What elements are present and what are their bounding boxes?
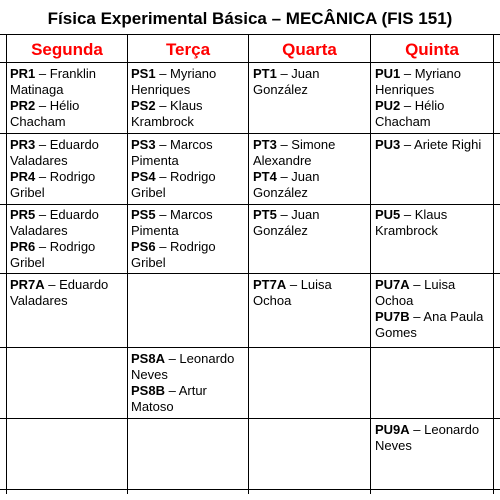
class-entry	[253, 277, 367, 309]
instructor-name: – Leonardo Neves	[131, 351, 235, 382]
instructor-name: – Rodrigo Gribel	[10, 239, 96, 270]
class-entry	[253, 137, 367, 169]
instructor-name: – Rodrigo Gribel	[131, 169, 216, 200]
class-entry	[131, 137, 245, 169]
instructor-name: – Myriano Henriques	[131, 66, 217, 97]
table-rule-row3	[0, 273, 500, 274]
class-code: PS3	[131, 137, 156, 152]
class-code: PT4	[253, 169, 277, 184]
class-code: PS2	[131, 98, 156, 113]
class-entry	[375, 422, 491, 454]
class-code: PR6	[10, 239, 36, 254]
instructor-name: – Eduardo Valadares	[10, 137, 99, 168]
class-code: PR1	[10, 66, 36, 81]
schedule-cell	[10, 137, 124, 201]
class-entry	[131, 351, 245, 383]
class-code: PT5	[253, 207, 277, 222]
instructor-name: – Marcos Pimenta	[131, 207, 213, 238]
class-code: PU7B	[375, 309, 410, 324]
instructor-name: – Eduardo Valadares	[10, 277, 109, 308]
class-entry	[375, 207, 491, 239]
instructor-name: – Hélio Chacham	[375, 98, 445, 129]
instructor-name: – Artur Matoso	[131, 383, 207, 414]
class-entry	[10, 98, 124, 130]
schedule-cell	[375, 207, 491, 239]
class-code: PS8A	[131, 351, 165, 366]
instructor-name: – Rodrigo Gribel	[10, 169, 96, 200]
class-entry	[10, 137, 124, 169]
instructor-name: – Luisa Ochoa	[375, 277, 456, 308]
class-entry	[375, 137, 491, 153]
class-entry	[253, 169, 367, 201]
class-code: PR3	[10, 137, 36, 152]
schedule-cell	[131, 137, 245, 201]
schedule-cell	[10, 277, 124, 309]
schedule-cell	[253, 277, 367, 309]
class-code: PT3	[253, 137, 277, 152]
schedule-cell	[253, 137, 367, 201]
class-entry	[10, 239, 124, 271]
class-entry	[131, 239, 245, 271]
table-rule-col1	[127, 34, 128, 494]
class-entry	[10, 66, 124, 98]
instructor-name: – Leonardo Neves	[375, 422, 480, 453]
class-code: PU1	[375, 66, 401, 81]
class-code: PS4	[131, 169, 156, 184]
class-entry	[253, 207, 367, 239]
class-entry	[10, 169, 124, 201]
schedule-cell	[375, 137, 491, 153]
schedule-cell	[10, 66, 124, 130]
class-code: PS8B	[131, 383, 165, 398]
table-rule-row5	[0, 418, 500, 419]
class-entry	[131, 66, 245, 98]
class-code: PS5	[131, 207, 156, 222]
table-rule-row2	[0, 204, 500, 205]
class-entry	[10, 207, 124, 239]
class-entry	[253, 66, 367, 98]
table-rule-col2	[248, 34, 249, 494]
class-code: PR7A	[10, 277, 45, 292]
day-header-segunda: Segunda	[31, 40, 103, 59]
schedule-cell	[375, 66, 491, 130]
schedule-cell	[10, 207, 124, 271]
table-rule-col4	[493, 34, 494, 494]
table-rule-row6	[0, 489, 500, 490]
class-code: PS6	[131, 239, 156, 254]
instructor-name: – Myriano Henriques	[375, 66, 461, 97]
instructor-name: – Klaus Krambrock	[375, 207, 448, 238]
instructor-name: – Hélio Chacham	[10, 98, 80, 129]
class-entry	[375, 277, 491, 309]
table-rule-col3	[370, 34, 371, 494]
instructor-name: – Simone Alexandre	[253, 137, 336, 168]
instructor-name: – Klaus Krambrock	[131, 98, 203, 129]
class-entry	[131, 98, 245, 130]
instructor-name: – Ariete Righi	[400, 137, 482, 152]
instructor-name: – Juan González	[253, 169, 320, 200]
schedule-cell	[253, 207, 367, 239]
table-rule-col0	[6, 34, 7, 494]
table-rule-row4	[0, 347, 500, 348]
schedule-cell	[375, 277, 491, 341]
schedule-cell	[131, 207, 245, 271]
day-header-terca: Terça	[165, 40, 211, 59]
schedule-cell	[131, 66, 245, 130]
instructor-name: – Luisa Ochoa	[253, 277, 332, 308]
class-code: PR2	[10, 98, 36, 113]
class-entry	[375, 309, 491, 341]
class-code: PR5	[10, 207, 36, 222]
class-code: PT7A	[253, 277, 287, 292]
page-title: Física Experimental Básica – MECÂNICA (FIS 151)	[47, 9, 453, 28]
instructor-name: – Juan González	[253, 66, 320, 97]
class-entry	[131, 169, 245, 201]
instructor-name: – Eduardo Valadares	[10, 207, 99, 238]
class-entry	[131, 383, 245, 415]
instructor-name: – Rodrigo Gribel	[131, 239, 216, 270]
class-entry	[131, 207, 245, 239]
class-entry	[10, 277, 124, 309]
class-code: PU3	[375, 137, 401, 152]
class-code: PU2	[375, 98, 401, 113]
table-rule-top	[0, 34, 500, 35]
class-entry	[375, 66, 491, 98]
instructor-name: – Marcos Pimenta	[131, 137, 213, 168]
class-code: PU9A	[375, 422, 410, 437]
instructor-name: – Ana Paula Gomes	[375, 309, 484, 340]
schedule-cell	[253, 66, 367, 98]
class-code: PU5	[375, 207, 401, 222]
instructor-name: – Juan González	[253, 207, 320, 238]
class-entry	[375, 98, 491, 130]
class-code: PR4	[10, 169, 36, 184]
schedule-cell	[131, 351, 245, 415]
table-rule-row1	[0, 133, 500, 134]
class-code: PU7A	[375, 277, 410, 292]
day-header-quarta: Quarta	[282, 40, 337, 59]
schedule-cell	[375, 422, 491, 454]
day-header-quinta: Quinta	[405, 40, 459, 59]
instructor-name: – Franklin Matinaga	[10, 66, 96, 97]
class-code: PT1	[253, 66, 277, 81]
class-code: PS1	[131, 66, 156, 81]
